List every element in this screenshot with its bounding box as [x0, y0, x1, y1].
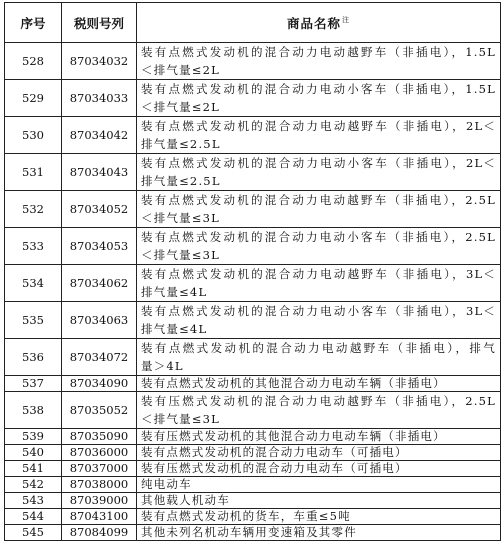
row-product-name-line2: 量＞4L [141, 359, 184, 373]
row-tariff-code: 87035052 [62, 392, 137, 429]
row-product-name [137, 525, 501, 541]
row-product-name [137, 80, 501, 117]
row-seq: 537 [5, 376, 62, 392]
row-tariff-code: 87036000 [62, 445, 137, 461]
row-product-name [137, 228, 501, 265]
row-seq: 533 [5, 228, 62, 265]
row-product-name [137, 509, 501, 525]
row-product-name-line1: 装有点燃式发动机的混合动力电动小客车（非插电），2.5L [141, 230, 496, 244]
row-product-name [137, 339, 501, 376]
row-seq: 535 [5, 302, 62, 339]
row-product-name-line1: 纯电动车 [141, 477, 192, 491]
row-product-name-line1: 装有点燃式发动机的货车，车重≤5吨 [141, 509, 351, 523]
row-product-name [137, 117, 501, 154]
row-seq: 530 [5, 117, 62, 154]
row-seq: 531 [5, 154, 62, 191]
row-tariff-code: 87034053 [62, 228, 137, 265]
row-tariff-code: 87035090 [62, 429, 137, 445]
table-row [5, 191, 501, 228]
header-name-text: 商品名称 [286, 15, 341, 31]
row-seq: 534 [5, 265, 62, 302]
table-row [5, 461, 501, 477]
row-product-name-line2: ＜排气量≤3L [141, 211, 220, 225]
tariff-table [4, 2, 501, 541]
table-row [5, 376, 501, 392]
row-product-name-line1: 其他未列名机动车辆用变速箱及其零件 [141, 525, 357, 539]
row-tariff-code: 87034032 [62, 43, 137, 80]
row-product-name-line1: 装有压燃式发动机的混合动力电动越野车（非插电），2.5L [141, 394, 496, 408]
row-product-name-line1: 装有点燃式发动机的混合动力电动车（可插电） [141, 445, 408, 459]
row-product-name-line1: 装有点燃式发动机的混合动力电动小客车（非插电），1.5L [141, 82, 496, 96]
row-seq: 541 [5, 461, 62, 477]
row-tariff-code: 87038000 [62, 477, 137, 493]
table-row [5, 445, 501, 461]
row-seq: 538 [5, 392, 62, 429]
row-product-name-line2: ＜排气量≤2L [141, 63, 220, 77]
row-tariff-code: 87037000 [62, 461, 137, 477]
row-product-name-line2: 排气量≤2.5L [141, 137, 221, 151]
row-product-name-line1: 装有点燃式发动机的其他混合动力电动车辆（非插电） [141, 376, 446, 390]
row-product-name [137, 154, 501, 191]
row-tariff-code: 87084099 [62, 525, 137, 541]
row-seq: 543 [5, 493, 62, 509]
table-row [5, 154, 501, 191]
row-product-name-line1: 其他载人机动车 [141, 493, 230, 507]
table-row [5, 228, 501, 265]
row-tariff-code: 87034052 [62, 191, 137, 228]
table-row [5, 265, 501, 302]
row-product-name-line1: 装有点燃式发动机的混合动力电动小客车（非插电），3L＜ [141, 304, 496, 318]
row-tariff-code: 87034072 [62, 339, 137, 376]
row-seq: 528 [5, 43, 62, 80]
table-row [5, 339, 501, 376]
row-product-name-line2: 排气量≤4L [141, 285, 208, 299]
row-tariff-code: 87034042 [62, 117, 137, 154]
table-row [5, 117, 501, 154]
row-seq: 542 [5, 477, 62, 493]
row-product-name-line2: ＜排气量≤3L [141, 248, 220, 262]
table-row [5, 302, 501, 339]
row-product-name [137, 392, 501, 429]
row-product-name-line2: 排气量≤4L [141, 322, 208, 336]
row-product-name [137, 429, 501, 445]
row-tariff-code: 87039000 [62, 493, 137, 509]
row-product-name [137, 265, 501, 302]
row-product-name [137, 376, 501, 392]
row-seq: 529 [5, 80, 62, 117]
table-row [5, 477, 501, 493]
table-body [5, 43, 501, 541]
row-tariff-code: 87034033 [62, 80, 137, 117]
row-seq: 539 [5, 429, 62, 445]
row-product-name-line1: 装有点燃式发动机的混合动力电动越野车（非插电），1.5L [141, 45, 496, 59]
row-product-name-line1: 装有压燃式发动机的混合动力电动车（可插电） [141, 461, 408, 475]
row-product-name-line1: 装有点燃式发动机的混合动力电动小客车（非插电），2L＜ [141, 156, 496, 170]
row-seq: 540 [5, 445, 62, 461]
table-row [5, 80, 501, 117]
row-product-name-line1: 装有点燃式发动机的混合动力电动越野车（非插电），2L＜ [141, 119, 496, 133]
row-tariff-code: 87034063 [62, 302, 137, 339]
row-product-name-line2: ＜排气量≤3L [141, 412, 220, 426]
header-seq: 序号 [5, 3, 62, 43]
table-row [5, 392, 501, 429]
row-product-name-line1: 装有压燃式发动机的其他混合动力电动车辆（非插电） [141, 429, 446, 443]
table-row [5, 43, 501, 80]
row-product-name [137, 477, 501, 493]
row-product-name [137, 445, 501, 461]
row-seq: 545 [5, 525, 62, 541]
row-product-name-line2: ＜排气量≤2L [141, 100, 220, 114]
header-name [137, 3, 501, 43]
header-code: 税则号列 [62, 3, 137, 43]
table-row [5, 429, 501, 445]
row-product-name-line2: 排气量≤2.5L [141, 174, 221, 188]
row-product-name-line1: 装有点燃式发动机的混合动力电动越野车（非插电），3L＜ [141, 267, 496, 281]
table-row [5, 525, 501, 541]
row-product-name [137, 43, 501, 80]
header-note-mark: 注 [342, 16, 350, 25]
row-tariff-code: 87034090 [62, 376, 137, 392]
row-tariff-code: 87043100 [62, 509, 137, 525]
row-product-name [137, 461, 501, 477]
row-seq: 536 [5, 339, 62, 376]
table-row [5, 509, 501, 525]
row-product-name [137, 191, 501, 228]
row-tariff-code: 87034062 [62, 265, 137, 302]
row-product-name [137, 302, 501, 339]
table-header-row [5, 3, 501, 43]
row-tariff-code: 87034043 [62, 154, 137, 191]
row-product-name [137, 493, 501, 509]
row-product-name-line1: 装有点燃式发动机的混合动力电动越野车（非插电），2.5L [141, 193, 496, 207]
row-product-name-line1: 装有点燃式发动机的混合动力电动越野车（非插电），排气 [141, 341, 496, 355]
row-seq: 544 [5, 509, 62, 525]
row-seq: 532 [5, 191, 62, 228]
table-row [5, 493, 501, 509]
